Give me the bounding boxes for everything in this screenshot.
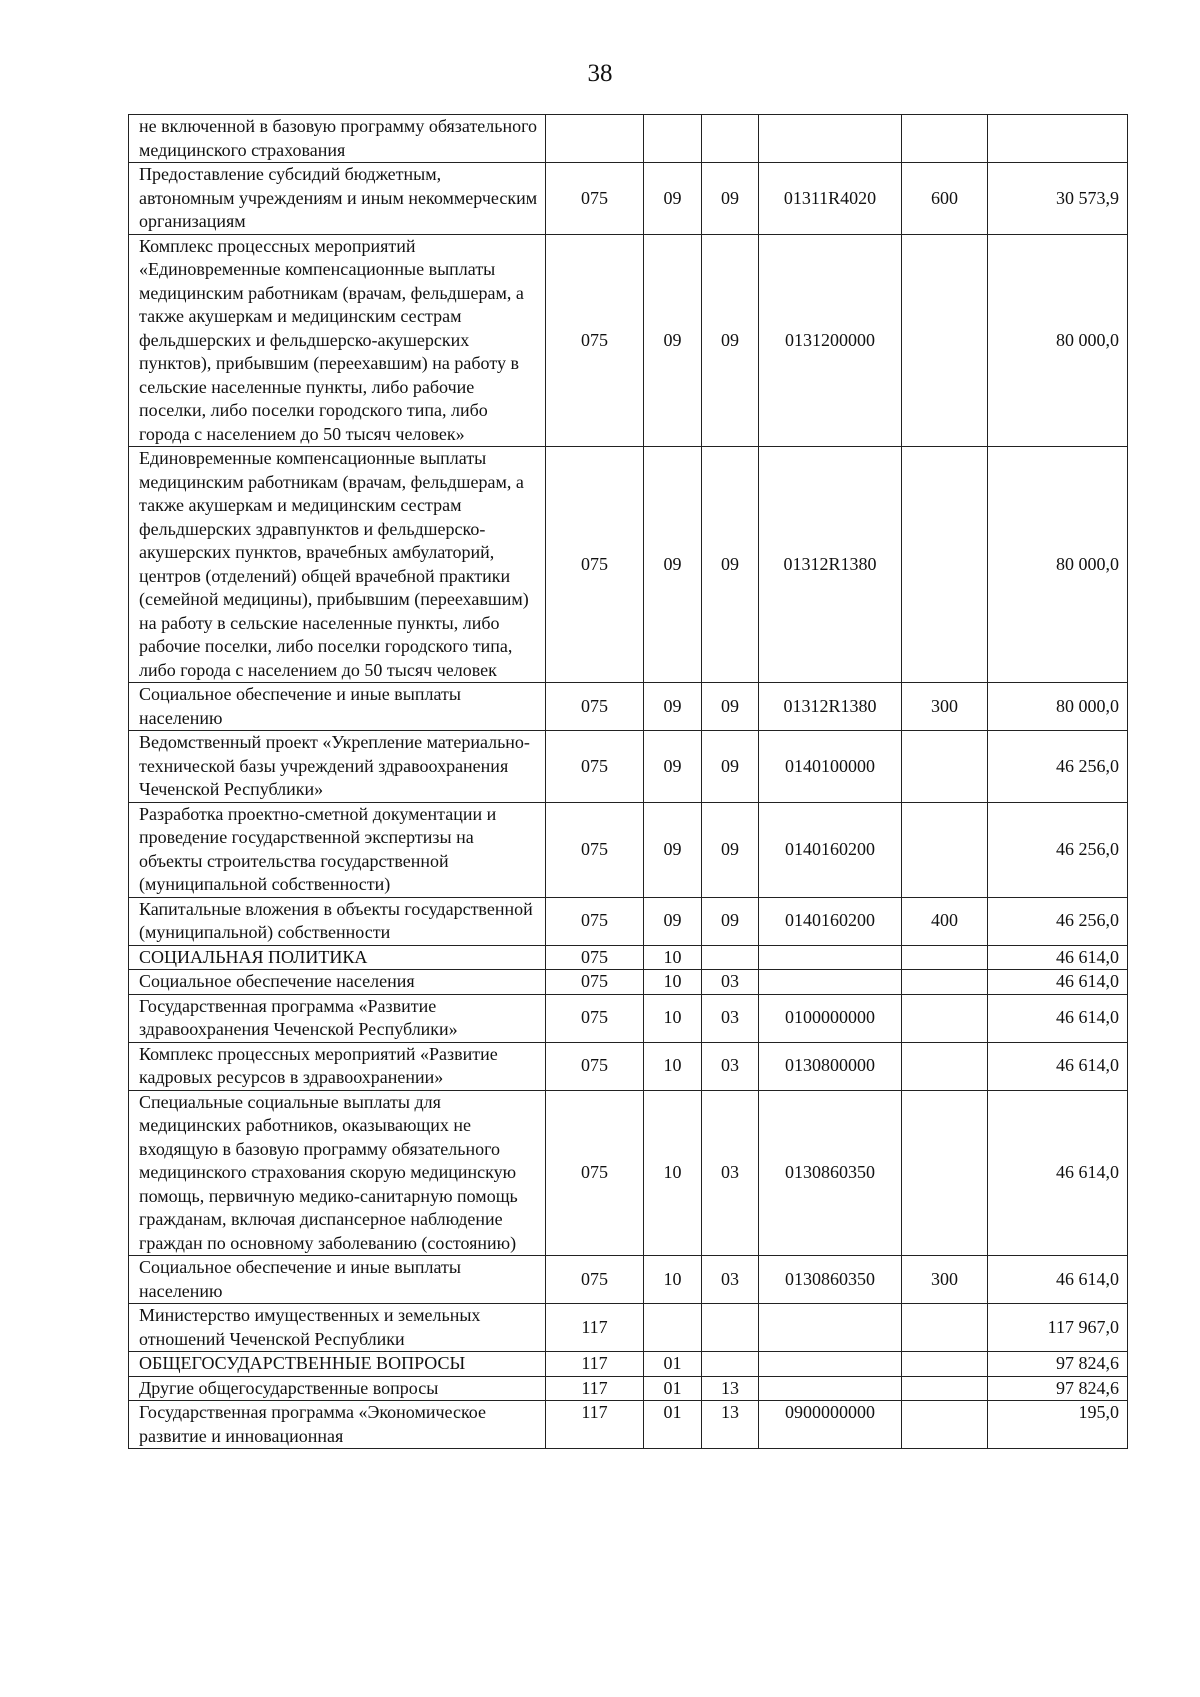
target-article-code: [759, 1304, 902, 1352]
expense-type-code: [902, 447, 988, 683]
row-name: Социальное обеспечение населения: [129, 970, 546, 995]
target-article-code: 0900000000: [759, 1401, 902, 1449]
vedomstvo-code: 117: [546, 1352, 644, 1377]
target-article-code: 01312R1380: [759, 447, 902, 683]
amount: 30 573,9: [988, 163, 1128, 235]
razdel-code: 10: [644, 1042, 702, 1090]
razdel-code: 09: [644, 897, 702, 945]
row-name: Ведомственный проект «Укрепление материально-технической базы учреждений здравоохранения Чеченской Республики»: [129, 731, 546, 803]
expense-type-code: [902, 234, 988, 447]
target-article-code: 0100000000: [759, 994, 902, 1042]
amount: 46 614,0: [988, 970, 1128, 995]
vedomstvo-code: 075: [546, 945, 644, 970]
amount: 46 256,0: [988, 802, 1128, 897]
podrazdel-code: [702, 945, 759, 970]
target-article-code: 01312R1380: [759, 683, 902, 731]
vedomstvo-code: 075: [546, 994, 644, 1042]
podrazdel-code: 09: [702, 163, 759, 235]
razdel-code: 10: [644, 970, 702, 995]
budget-table-body: [129, 115, 1128, 1449]
amount: 80 000,0: [988, 234, 1128, 447]
table-row: [129, 970, 1128, 995]
vedomstvo-code: 075: [546, 897, 644, 945]
amount: 46 614,0: [988, 1256, 1128, 1304]
vedomstvo-code: 075: [546, 683, 644, 731]
table-row: [129, 115, 1128, 163]
amount: 97 824,6: [988, 1376, 1128, 1401]
row-name: Государственная программа «Развитие здравоохранения Чеченской Республики»: [129, 994, 546, 1042]
target-article-code: 0130800000: [759, 1042, 902, 1090]
razdel-code: [644, 115, 702, 163]
target-article-code: 0140160200: [759, 802, 902, 897]
table-row: [129, 1090, 1128, 1256]
target-article-code: [759, 970, 902, 995]
podrazdel-code: 13: [702, 1401, 759, 1449]
podrazdel-code: 13: [702, 1376, 759, 1401]
table-row: [129, 1042, 1128, 1090]
expense-type-code: [902, 802, 988, 897]
table-row: [129, 683, 1128, 731]
vedomstvo-code: 075: [546, 1090, 644, 1256]
razdel-code: 09: [644, 731, 702, 803]
amount: 46 614,0: [988, 945, 1128, 970]
target-article-code: 0140160200: [759, 897, 902, 945]
vedomstvo-code: 075: [546, 731, 644, 803]
podrazdel-code: [702, 1304, 759, 1352]
razdel-code: 10: [644, 994, 702, 1042]
target-article-code: 0130860350: [759, 1090, 902, 1256]
row-name: Министерство имущественных и земельных отношений Чеченской Республики: [129, 1304, 546, 1352]
table-row: [129, 234, 1128, 447]
target-article-code: [759, 945, 902, 970]
razdel-code: 01: [644, 1376, 702, 1401]
row-name: ОБЩЕГОСУДАРСТВЕННЫЕ ВОПРОСЫ: [129, 1352, 546, 1377]
table-row: [129, 897, 1128, 945]
amount: 117 967,0: [988, 1304, 1128, 1352]
podrazdel-code: 09: [702, 802, 759, 897]
vedomstvo-code: [546, 115, 644, 163]
amount: [988, 115, 1128, 163]
row-name: Комплекс процессных мероприятий «Единовременные компенсационные выплаты медицинским работникам (врачам, фельдшерам, а также акушеркам и медицинским сестрам фельдшерских и фельдшерско-акушерских пунктов), прибывшим (переехавшим) на работу в сельские населенные пункты, либо рабочие поселки, либо поселки городского типа, либо города с населением до 50 тысяч человек»: [129, 234, 546, 447]
row-name: Специальные социальные выплаты для медицинских работников, оказывающих не входящую в базовую программу обязательного медицинского страхования скорую медицинскую помощь, первичную медико-санитарную помощь гражданам, включая диспансерное наблюдение граждан по основному заболеванию (состоянию): [129, 1090, 546, 1256]
razdel-code: 01: [644, 1401, 702, 1449]
row-name: Другие общегосударственные вопросы: [129, 1376, 546, 1401]
expense-type-code: 600: [902, 163, 988, 235]
vedomstvo-code: 075: [546, 447, 644, 683]
amount: 80 000,0: [988, 683, 1128, 731]
row-name: Социальное обеспечение и иные выплаты населению: [129, 1256, 546, 1304]
razdel-code: 10: [644, 1090, 702, 1256]
expense-type-code: [902, 970, 988, 995]
expense-type-code: 300: [902, 1256, 988, 1304]
podrazdel-code: 03: [702, 994, 759, 1042]
amount: 80 000,0: [988, 447, 1128, 683]
target-article-code: [759, 115, 902, 163]
podrazdel-code: 03: [702, 1256, 759, 1304]
amount: 46 614,0: [988, 1090, 1128, 1256]
expense-type-code: [902, 1401, 988, 1449]
table-row: [129, 945, 1128, 970]
expense-type-code: 400: [902, 897, 988, 945]
vedomstvo-code: 117: [546, 1304, 644, 1352]
vedomstvo-code: 117: [546, 1401, 644, 1449]
table-row: [129, 1304, 1128, 1352]
razdel-code: 01: [644, 1352, 702, 1377]
vedomstvo-code: 075: [546, 1042, 644, 1090]
amount: 46 256,0: [988, 897, 1128, 945]
razdel-code: 10: [644, 1256, 702, 1304]
amount: 195,0: [988, 1401, 1128, 1449]
target-article-code: 0130860350: [759, 1256, 902, 1304]
target-article-code: 01311R4020: [759, 163, 902, 235]
razdel-code: 09: [644, 163, 702, 235]
row-name: не включенной в базовую программу обязательного медицинского страхования: [129, 115, 546, 163]
row-name: СОЦИАЛЬНАЯ ПОЛИТИКА: [129, 945, 546, 970]
razdel-code: 09: [644, 683, 702, 731]
table-row: [129, 802, 1128, 897]
podrazdel-code: 09: [702, 447, 759, 683]
podrazdel-code: 03: [702, 970, 759, 995]
podrazdel-code: [702, 115, 759, 163]
podrazdel-code: [702, 1352, 759, 1377]
table-row: [129, 731, 1128, 803]
razdel-code: [644, 1304, 702, 1352]
podrazdel-code: 09: [702, 897, 759, 945]
amount: 46 614,0: [988, 994, 1128, 1042]
razdel-code: 09: [644, 802, 702, 897]
target-article-code: 0131200000: [759, 234, 902, 447]
expense-type-code: 300: [902, 683, 988, 731]
amount: 97 824,6: [988, 1352, 1128, 1377]
vedomstvo-code: 075: [546, 1256, 644, 1304]
row-name: Государственная программа «Экономическое развитие и инновационная: [129, 1401, 546, 1449]
table-row: [129, 1352, 1128, 1377]
target-article-code: [759, 1352, 902, 1377]
podrazdel-code: 09: [702, 683, 759, 731]
table-row: [129, 1401, 1128, 1449]
expense-type-code: [902, 1352, 988, 1377]
razdel-code: 10: [644, 945, 702, 970]
table-row: [129, 163, 1128, 235]
expense-type-code: [902, 115, 988, 163]
expense-type-code: [902, 1304, 988, 1352]
page-number: 38: [587, 60, 613, 87]
expense-type-code: [902, 994, 988, 1042]
vedomstvo-code: 075: [546, 163, 644, 235]
expense-type-code: [902, 1090, 988, 1256]
vedomstvo-code: 075: [546, 802, 644, 897]
razdel-code: 09: [644, 447, 702, 683]
expense-type-code: [902, 1376, 988, 1401]
podrazdel-code: 03: [702, 1042, 759, 1090]
row-name: Комплекс процессных мероприятий «Развитие кадровых ресурсов в здравоохранении»: [129, 1042, 546, 1090]
podrazdel-code: 09: [702, 234, 759, 447]
podrazdel-code: 09: [702, 731, 759, 803]
razdel-code: 09: [644, 234, 702, 447]
row-name: Капитальные вложения в объекты государственной (муниципальной) собственности: [129, 897, 546, 945]
row-name: Предоставление субсидий бюджетным, автономным учреждениям и иным некоммерческим организациям: [129, 163, 546, 235]
vedomstvo-code: 075: [546, 970, 644, 995]
expense-type-code: [902, 945, 988, 970]
vedomstvo-code: 117: [546, 1376, 644, 1401]
table-row: [129, 1256, 1128, 1304]
expense-type-code: [902, 731, 988, 803]
table-row: [129, 447, 1128, 683]
row-name: Разработка проектно-сметной документации и проведение государственной экспертизы на объекты строительства государственной (муниципальной собственности): [129, 802, 546, 897]
target-article-code: [759, 1376, 902, 1401]
amount: 46 614,0: [988, 1042, 1128, 1090]
amount: 46 256,0: [988, 731, 1128, 803]
table-row: [129, 994, 1128, 1042]
vedomstvo-code: 075: [546, 234, 644, 447]
target-article-code: 0140100000: [759, 731, 902, 803]
expense-type-code: [902, 1042, 988, 1090]
podrazdel-code: 03: [702, 1090, 759, 1256]
table-row: [129, 1376, 1128, 1401]
budget-table: [128, 114, 1128, 1449]
row-name: Социальное обеспечение и иные выплаты населению: [129, 683, 546, 731]
row-name: Единовременные компенсационные выплаты медицинским работникам (врачам, фельдшерам, а также акушеркам и медицинским сестрам фельдшерских здравпунктов и фельдшерско-акушерских пунктов, врачебных амбулаторий, центров (отделений) общей врачебной практики (семейной медицины), прибывшим (переехавшим) на работу в сельские населенные пункты, либо рабочие поселки, либо поселки городского типа, либо города с населением до 50 тысяч человек: [129, 447, 546, 683]
